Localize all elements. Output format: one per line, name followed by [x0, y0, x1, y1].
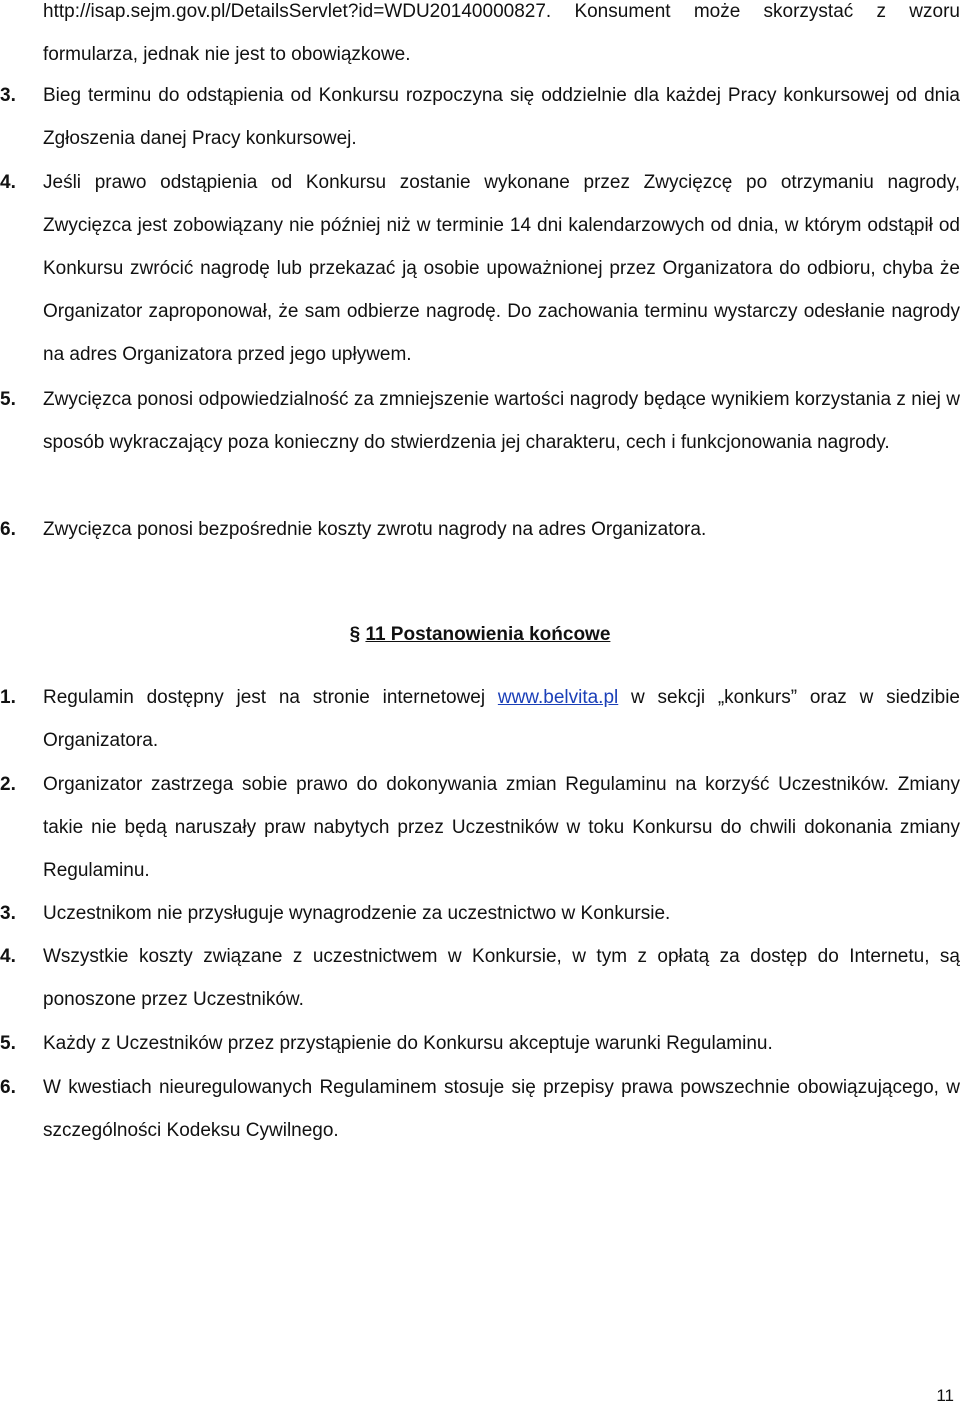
list-item-number: 6. — [0, 1077, 16, 1098]
continuation-text: http://isap.sejm.gov.pl/DetailsServlet?id=WDU20140000827. Konsument może skorzystać z wzoru formularza, jednak nie jest to obowiązkowe. — [43, 1, 960, 65]
list-item — [0, 676, 960, 762]
list-item-number: 3. — [0, 903, 16, 924]
list-item — [0, 892, 960, 935]
list-item — [0, 74, 960, 160]
list-item — [0, 161, 960, 376]
list-item-number: 4. — [0, 172, 16, 193]
list-item-number: 5. — [0, 1033, 16, 1054]
list-item — [0, 508, 960, 551]
list-item-number: 1. — [0, 687, 16, 708]
list-item-number: 3. — [0, 85, 16, 106]
list-item-text: Zwycięzca ponosi bezpośrednie koszty zwrotu nagrody na adres Organizatora. — [43, 519, 707, 540]
website-link[interactable]: www.belvita.pl — [497, 687, 619, 708]
section-title: 11 Postanowienia końcowe — [365, 624, 611, 645]
list-item-text: Bieg terminu do odstąpienia od Konkursu rozpoczyna się oddzielnie dla każdej Pracy konkursowej od dnia Zgłoszenia danej Pracy konkursowej. — [43, 85, 960, 149]
list-item-text: Wszystkie koszty związane z uczestnictwem w Konkursie, w tym z opłatą za dostęp do Internetu, są ponoszone przez Uczestników. — [43, 946, 960, 1010]
list-item-number: 6. — [0, 519, 16, 540]
page-number: 11 — [936, 1386, 954, 1405]
list-item-number: 2. — [0, 774, 16, 795]
text-after-link: w sekcji „konkurs” oraz w siedzibie Organizatora. — [43, 687, 960, 751]
list-item-text: Każdy z Uczestników przez przystąpienie do Konkursu akceptuje warunki Regulaminu. — [43, 1033, 773, 1054]
list-item — [0, 1022, 960, 1065]
list-item-number: 5. — [0, 389, 16, 410]
section-marker: § — [349, 624, 361, 645]
list-item-text: W kwestiach nieuregulowanych Regulaminem stosuje się przepisy prawa powszechnie obowiązującego, w szczególności Kodeksu Cywilnego. — [43, 1077, 960, 1141]
list-item-text — [43, 676, 960, 762]
list-item-text: Zwycięzca ponosi odpowiedzialność za zmniejszenie wartości nagrody będące wynikiem korzystania z niej w sposób wykraczający poza konieczny do stwierdzenia jej charakteru, cech i funkcjonowania nagrody. — [43, 389, 960, 453]
list-item — [0, 935, 960, 1021]
continuation-paragraph — [0, 0, 960, 76]
text-before-link: Regulamin dostępny jest na stronie internetowej — [43, 687, 498, 708]
list-item-text: Uczestnikom nie przysługuje wynagrodzenie za uczestnictwo w Konkursie. — [43, 903, 671, 924]
list-item — [0, 378, 960, 464]
list-item-number: 4. — [0, 946, 16, 967]
list-item-text: Jeśli prawo odstąpienia od Konkursu zostanie wykonane przez Zwycięzcę po otrzymaniu nagrody, Zwycięzca jest zobowiązany nie później niż w terminie 14 dni kalendarzowych od dnia, w którym odstąpił od Konkursu zwrócić nagrodę lub przekazać ją osobie upoważnionej przez Organizatora do odbioru, chyba że Organizator zaproponował, że sam odbierze nagrodę. Do zachowania terminu wystarczy odesłanie nagrody na adres Organizatora przed jego upływem. — [43, 172, 960, 365]
list-item-text: Organizator zastrzega sobie prawo do dokonywania zmian Regulaminu na korzyść Uczestników. Zmiany takie nie będą naruszały praw nabytych przez Uczestników w toku Konkursu do chwili dokonania zmiany Regulaminu. — [43, 774, 960, 881]
list-item — [0, 763, 960, 892]
list-item — [0, 1066, 960, 1152]
section-heading — [0, 615, 960, 655]
